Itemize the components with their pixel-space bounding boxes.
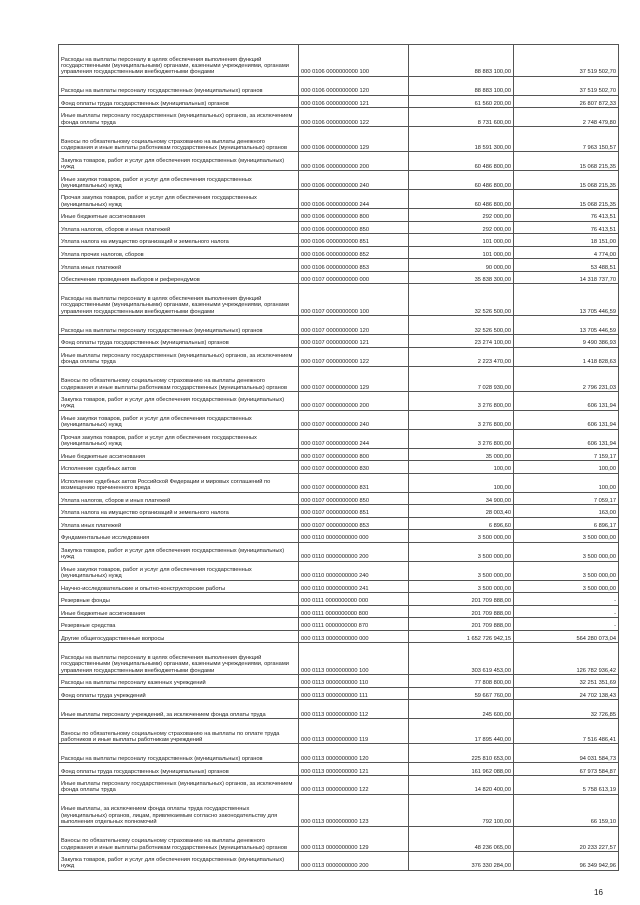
row-plan-cell: 292 000,00 <box>409 221 514 234</box>
row-code-cell: 000 0113 0000000000 122 <box>299 775 409 794</box>
row-exec-cell: 1 418 828,63 <box>514 347 619 366</box>
row-plan-cell: 7 028 930,00 <box>409 366 514 391</box>
row-code-cell: 000 0107 0000000000 120 <box>299 316 409 335</box>
row-name-cell: Фонд оплаты труда государственных (муниципальных) органов <box>59 763 299 776</box>
row-plan-cell: 792 100,00 <box>409 794 514 826</box>
row-code-cell: 000 0113 0000000000 112 <box>299 700 409 719</box>
row-exec-cell: 564 280 073,04 <box>514 630 619 643</box>
table-row <box>59 744 619 763</box>
row-code-cell: 000 0107 0000000000 200 <box>299 391 409 410</box>
row-name-cell: Иные закупки товаров, работ и услуг для обеспечения государственных (муниципальных) нужд <box>59 410 299 429</box>
row-name-cell: Фонд оплаты труда государственных (муниципальных) органов <box>59 95 299 108</box>
page-number: 16 <box>594 888 603 897</box>
row-exec-cell: 14 318 737,70 <box>514 271 619 284</box>
row-exec-cell: 126 782 936,42 <box>514 643 619 675</box>
row-exec-cell: 66 159,10 <box>514 794 619 826</box>
row-plan-cell: 23 274 100,00 <box>409 335 514 348</box>
row-exec-cell: 13 705 446,59 <box>514 316 619 335</box>
row-exec-cell: 163,00 <box>514 505 619 518</box>
row-plan-cell: 3 500 000,00 <box>409 561 514 580</box>
row-code-cell: 000 0106 0000000000 240 <box>299 171 409 190</box>
table-row <box>59 152 619 171</box>
table-row <box>59 76 619 95</box>
row-plan-cell: 88 883 100,00 <box>409 76 514 95</box>
row-plan-cell: 100,00 <box>409 473 514 492</box>
row-plan-cell: 35 838 300,00 <box>409 271 514 284</box>
row-plan-cell: 90 000,00 <box>409 259 514 272</box>
row-plan-cell: 3 500 000,00 <box>409 530 514 543</box>
table-row <box>59 271 619 284</box>
row-name-cell: Взносы по обязательному социальному страхованию на выплаты денежного содержания и иные выплаты работникам государственных (муниципальных) органов <box>59 826 299 851</box>
row-exec-cell: 24 702 138,43 <box>514 687 619 700</box>
row-exec-cell: 3 500 000,00 <box>514 580 619 593</box>
row-exec-cell: 3 500 000,00 <box>514 542 619 561</box>
row-name-cell: Прочая закупка товаров, работ и услуг для обеспечения государственных (муниципальных) нужд <box>59 429 299 448</box>
row-code-cell: 000 0106 0000000000 129 <box>299 127 409 152</box>
row-plan-cell: 161 962 088,00 <box>409 763 514 776</box>
row-exec-cell: 96 349 942,96 <box>514 851 619 870</box>
table-row <box>59 234 619 247</box>
row-name-cell: Закупка товаров, работ и услуг для обеспечения государственных (муниципальных) нужд <box>59 391 299 410</box>
row-name-cell: Иные выплаты персоналу государственных (муниципальных) органов, за исключением фонда оплаты труда <box>59 775 299 794</box>
row-exec-cell: - <box>514 593 619 606</box>
row-code-cell: 000 0113 0000000000 200 <box>299 851 409 870</box>
table-row <box>59 366 619 391</box>
row-plan-cell: 201 709 888,00 <box>409 593 514 606</box>
row-exec-cell: 20 233 227,57 <box>514 826 619 851</box>
row-plan-cell: 1 652 726 942,15 <box>409 630 514 643</box>
table-row <box>59 190 619 209</box>
row-code-cell: 000 0106 0000000000 800 <box>299 209 409 222</box>
row-plan-cell: 88 883 100,00 <box>409 45 514 77</box>
row-plan-cell: 60 486 800,00 <box>409 190 514 209</box>
row-name-cell: Резервные средства <box>59 618 299 631</box>
table-row <box>59 530 619 543</box>
table-row <box>59 391 619 410</box>
row-name-cell: Уплата налогов, сборов и иных платежей <box>59 492 299 505</box>
row-name-cell: Иные выплаты персоналу государственных (муниципальных) органов, за исключением фонда оплаты труда <box>59 347 299 366</box>
table-row <box>59 171 619 190</box>
table-row <box>59 473 619 492</box>
row-exec-cell: 2 748 479,80 <box>514 108 619 127</box>
row-name-cell: Прочая закупка товаров, работ и услуг для обеспечения государственных (муниципальных) нужд <box>59 190 299 209</box>
row-exec-cell: 26 807 872,33 <box>514 95 619 108</box>
table-row <box>59 246 619 259</box>
table-row <box>59 542 619 561</box>
row-name-cell: Иные выплаты персоналу государственных (муниципальных) органов, за исключением фонда оплаты труда <box>59 108 299 127</box>
row-exec-cell: 9 490 386,93 <box>514 335 619 348</box>
row-code-cell: 000 0107 0000000000 100 <box>299 284 409 316</box>
table-row <box>59 259 619 272</box>
row-exec-cell: 37 519 502,70 <box>514 45 619 77</box>
table-row <box>59 675 619 688</box>
row-plan-cell: 3 276 800,00 <box>409 391 514 410</box>
row-exec-cell: 5 758 613,19 <box>514 775 619 794</box>
row-exec-cell: 7 059,17 <box>514 492 619 505</box>
row-name-cell: Уплата иных платежей <box>59 517 299 530</box>
row-name-cell: Фонд оплаты труда учреждений <box>59 687 299 700</box>
row-exec-cell: 606 131,94 <box>514 391 619 410</box>
row-code-cell: 000 0113 0000000000 110 <box>299 675 409 688</box>
table-row <box>59 492 619 505</box>
table-row <box>59 775 619 794</box>
row-name-cell: Уплата налогов, сборов и иных платежей <box>59 221 299 234</box>
row-plan-cell: 35 000,00 <box>409 448 514 461</box>
table-row <box>59 719 619 744</box>
row-exec-cell: 606 131,94 <box>514 410 619 429</box>
row-name-cell: Исполнение судебных актов Российской Федерации и мировых соглашений по возмещению причиненного вреда <box>59 473 299 492</box>
row-code-cell: 000 0107 0000000000 830 <box>299 461 409 474</box>
row-code-cell: 000 0106 0000000000 120 <box>299 76 409 95</box>
row-name-cell: Иные бюджетные ассигнования <box>59 448 299 461</box>
row-code-cell: 000 0110 0000000000 000 <box>299 530 409 543</box>
row-name-cell: Расходы на выплаты персоналу казенных учреждений <box>59 675 299 688</box>
row-name-cell: Исполнение судебных актов <box>59 461 299 474</box>
row-plan-cell: 6 896,60 <box>409 517 514 530</box>
row-plan-cell: 3 276 800,00 <box>409 429 514 448</box>
row-plan-cell: 32 526 500,00 <box>409 284 514 316</box>
row-code-cell: 000 0106 0000000000 100 <box>299 45 409 77</box>
row-name-cell: Уплата налога на имущество организаций и земельного налога <box>59 505 299 518</box>
row-exec-cell: - <box>514 605 619 618</box>
row-code-cell: 000 0107 0000000000 122 <box>299 347 409 366</box>
row-plan-cell: 48 236 065,00 <box>409 826 514 851</box>
row-code-cell: 000 0113 0000000000 119 <box>299 719 409 744</box>
row-code-cell: 000 0107 0000000000 121 <box>299 335 409 348</box>
row-name-cell: Взносы по обязательному социальному страхованию на выплаты денежного содержания и иные выплаты работникам государственных (муниципальных) органов <box>59 127 299 152</box>
table-row <box>59 505 619 518</box>
row-code-cell: 000 0107 0000000000 853 <box>299 517 409 530</box>
row-plan-cell: 3 276 800,00 <box>409 410 514 429</box>
table-row <box>59 687 619 700</box>
row-exec-cell: 15 068 215,35 <box>514 152 619 171</box>
table-row <box>59 618 619 631</box>
table-row <box>59 593 619 606</box>
row-name-cell: Другие общегосударственные вопросы <box>59 630 299 643</box>
row-plan-cell: 18 591 300,00 <box>409 127 514 152</box>
row-code-cell: 000 0110 0000000000 241 <box>299 580 409 593</box>
row-plan-cell: 32 526 500,00 <box>409 316 514 335</box>
row-exec-cell: 2 796 231,03 <box>514 366 619 391</box>
row-exec-cell: 32 251 351,69 <box>514 675 619 688</box>
row-code-cell: 000 0110 0000000000 240 <box>299 561 409 580</box>
row-name-cell: Фонд оплаты труда государственных (муниципальных) органов <box>59 335 299 348</box>
row-exec-cell: - <box>514 618 619 631</box>
row-exec-cell: 4 774,00 <box>514 246 619 259</box>
row-exec-cell: 67 973 584,87 <box>514 763 619 776</box>
table-body <box>59 45 619 871</box>
table-row <box>59 95 619 108</box>
row-code-cell: 000 0106 0000000000 851 <box>299 234 409 247</box>
row-name-cell: Иные выплаты персоналу учреждений, за исключением фонда оплаты труда <box>59 700 299 719</box>
row-name-cell: Закупка товаров, работ и услуг для обеспечения государственных (муниципальных) нужд <box>59 542 299 561</box>
row-exec-cell: 15 068 215,35 <box>514 190 619 209</box>
row-code-cell: 000 0107 0000000000 851 <box>299 505 409 518</box>
row-name-cell: Резервные фонды <box>59 593 299 606</box>
table-row <box>59 605 619 618</box>
row-name-cell: Расходы на выплаты персоналу в целях обеспечения выполнения функций государственными (муниципальными) органами, казенными учреждениями, органами управления государственными внебюджетными фондами <box>59 643 299 675</box>
row-exec-cell: 100,00 <box>514 461 619 474</box>
row-plan-cell: 292 000,00 <box>409 209 514 222</box>
row-exec-cell: 37 519 502,70 <box>514 76 619 95</box>
row-code-cell: 000 0107 0000000000 000 <box>299 271 409 284</box>
row-plan-cell: 3 500 000,00 <box>409 580 514 593</box>
row-exec-cell: 7 516 486,41 <box>514 719 619 744</box>
row-exec-cell: 7 159,17 <box>514 448 619 461</box>
table-row <box>59 410 619 429</box>
table-row <box>59 700 619 719</box>
row-name-cell: Расходы на выплаты персоналу в целях обеспечения выполнения функций государственными (муниципальными) органами, казенными учреждениями, органами управления государственными внебюджетными фондами <box>59 284 299 316</box>
row-plan-cell: 2 223 470,00 <box>409 347 514 366</box>
table-row <box>59 461 619 474</box>
row-name-cell: Уплата налога на имущество организаций и земельного налога <box>59 234 299 247</box>
row-code-cell: 000 0111 0000000000 870 <box>299 618 409 631</box>
row-code-cell: 000 0107 0000000000 244 <box>299 429 409 448</box>
row-plan-cell: 376 330 284,00 <box>409 851 514 870</box>
row-plan-cell: 60 486 800,00 <box>409 171 514 190</box>
table-row <box>59 517 619 530</box>
row-code-cell: 000 0107 0000000000 800 <box>299 448 409 461</box>
row-name-cell: Расходы на выплаты персоналу в целях обеспечения выполнения функций государственными (муниципальными) органами, казенными учреждениями, органами управления государственными внебюджетными фондами <box>59 45 299 77</box>
table-row <box>59 561 619 580</box>
row-code-cell: 000 0113 0000000000 123 <box>299 794 409 826</box>
row-code-cell: 000 0113 0000000000 120 <box>299 744 409 763</box>
table-row <box>59 127 619 152</box>
row-plan-cell: 303 619 453,00 <box>409 643 514 675</box>
row-plan-cell: 60 486 800,00 <box>409 152 514 171</box>
row-code-cell: 000 0107 0000000000 831 <box>299 473 409 492</box>
table-row <box>59 221 619 234</box>
table-row <box>59 826 619 851</box>
table-row <box>59 851 619 870</box>
row-plan-cell: 28 003,40 <box>409 505 514 518</box>
row-code-cell: 000 0107 0000000000 850 <box>299 492 409 505</box>
row-name-cell: Уплата иных платежей <box>59 259 299 272</box>
row-exec-cell: 76 413,51 <box>514 209 619 222</box>
row-code-cell: 000 0107 0000000000 240 <box>299 410 409 429</box>
row-code-cell: 000 0106 0000000000 244 <box>299 190 409 209</box>
row-name-cell: Закупка товаров, работ и услуг для обеспечения государственных (муниципальных) нужд <box>59 851 299 870</box>
row-exec-cell: 94 031 584,73 <box>514 744 619 763</box>
row-name-cell: Закупка товаров, работ и услуг для обеспечения государственных (муниципальных) нужд <box>59 152 299 171</box>
row-code-cell: 000 0111 0000000000 000 <box>299 593 409 606</box>
row-name-cell: Расходы на выплаты персоналу государственных (муниципальных) органов <box>59 744 299 763</box>
row-plan-cell: 14 820 400,00 <box>409 775 514 794</box>
row-code-cell: 000 0106 0000000000 850 <box>299 221 409 234</box>
table-row <box>59 763 619 776</box>
row-code-cell: 000 0113 0000000000 100 <box>299 643 409 675</box>
row-exec-cell: 32 726,85 <box>514 700 619 719</box>
row-plan-cell: 8 731 600,00 <box>409 108 514 127</box>
table-row <box>59 630 619 643</box>
row-exec-cell: 100,00 <box>514 473 619 492</box>
row-name-cell: Взносы по обязательному социальному страхованию на выплаты денежного содержания и иные выплаты работникам государственных (муниципальных) органов <box>59 366 299 391</box>
table-row <box>59 209 619 222</box>
row-code-cell: 000 0113 0000000000 129 <box>299 826 409 851</box>
row-name-cell: Обеспечение проведения выборов и референдумов <box>59 271 299 284</box>
row-exec-cell: 53 488,51 <box>514 259 619 272</box>
row-code-cell: 000 0113 0000000000 111 <box>299 687 409 700</box>
row-plan-cell: 61 560 200,00 <box>409 95 514 108</box>
row-name-cell: Иные выплаты, за исключением фонда оплаты труда государственных (муниципальных) органов, лицам, привлекаемым согласно законодательству для выполнения отдельных полномочий <box>59 794 299 826</box>
row-exec-cell: 3 500 000,00 <box>514 561 619 580</box>
row-code-cell: 000 0107 0000000000 129 <box>299 366 409 391</box>
row-code-cell: 000 0106 0000000000 122 <box>299 108 409 127</box>
row-name-cell: Взносы по обязательному социальному страхованию на выплаты по оплате труда работников и иные выплаты работникам учреждений <box>59 719 299 744</box>
row-exec-cell: 3 500 000,00 <box>514 530 619 543</box>
row-plan-cell: 201 709 888,00 <box>409 618 514 631</box>
row-name-cell: Иные закупки товаров, работ и услуг для обеспечения государственных (муниципальных) нужд <box>59 561 299 580</box>
row-name-cell: Фундаментальные исследования <box>59 530 299 543</box>
row-code-cell: 000 0106 0000000000 852 <box>299 246 409 259</box>
table-row <box>59 335 619 348</box>
row-name-cell: Иные бюджетные ассигнования <box>59 209 299 222</box>
row-code-cell: 000 0106 0000000000 200 <box>299 152 409 171</box>
table-row <box>59 45 619 77</box>
row-exec-cell: 15 068 215,35 <box>514 171 619 190</box>
row-plan-cell: 101 000,00 <box>409 234 514 247</box>
row-code-cell: 000 0113 0000000000 121 <box>299 763 409 776</box>
row-plan-cell: 17 895 440,00 <box>409 719 514 744</box>
row-code-cell: 000 0113 0000000000 000 <box>299 630 409 643</box>
row-exec-cell: 7 963 150,57 <box>514 127 619 152</box>
row-code-cell: 000 0111 0000000000 800 <box>299 605 409 618</box>
row-plan-cell: 201 709 888,00 <box>409 605 514 618</box>
row-exec-cell: 13 705 446,59 <box>514 284 619 316</box>
row-exec-cell: 18 151,00 <box>514 234 619 247</box>
table-row <box>59 429 619 448</box>
row-plan-cell: 34 900,00 <box>409 492 514 505</box>
table-row <box>59 347 619 366</box>
budget-execution-table <box>58 44 619 871</box>
row-plan-cell: 59 667 760,00 <box>409 687 514 700</box>
row-exec-cell: 76 413,51 <box>514 221 619 234</box>
row-plan-cell: 225 810 653,00 <box>409 744 514 763</box>
row-name-cell: Уплата прочих налогов, сборов <box>59 246 299 259</box>
row-exec-cell: 606 131,94 <box>514 429 619 448</box>
row-code-cell: 000 0110 0000000000 200 <box>299 542 409 561</box>
table-row <box>59 448 619 461</box>
table-row <box>59 643 619 675</box>
row-plan-cell: 100,00 <box>409 461 514 474</box>
row-plan-cell: 77 808 800,00 <box>409 675 514 688</box>
table-row <box>59 316 619 335</box>
row-name-cell: Иные бюджетные ассигнования <box>59 605 299 618</box>
row-plan-cell: 245 600,00 <box>409 700 514 719</box>
row-name-cell: Расходы на выплаты персоналу государственных (муниципальных) органов <box>59 76 299 95</box>
table-row <box>59 284 619 316</box>
table-row <box>59 794 619 826</box>
row-plan-cell: 101 000,00 <box>409 246 514 259</box>
table-row <box>59 108 619 127</box>
row-exec-cell: 6 896,17 <box>514 517 619 530</box>
row-code-cell: 000 0106 0000000000 853 <box>299 259 409 272</box>
row-name-cell: Научно-исследовательские и опытно-конструкторские работы <box>59 580 299 593</box>
row-code-cell: 000 0106 0000000000 121 <box>299 95 409 108</box>
row-name-cell: Расходы на выплаты персоналу государственных (муниципальных) органов <box>59 316 299 335</box>
row-plan-cell: 3 500 000,00 <box>409 542 514 561</box>
table-row <box>59 580 619 593</box>
row-name-cell: Иные закупки товаров, работ и услуг для обеспечения государственных (муниципальных) нужд <box>59 171 299 190</box>
